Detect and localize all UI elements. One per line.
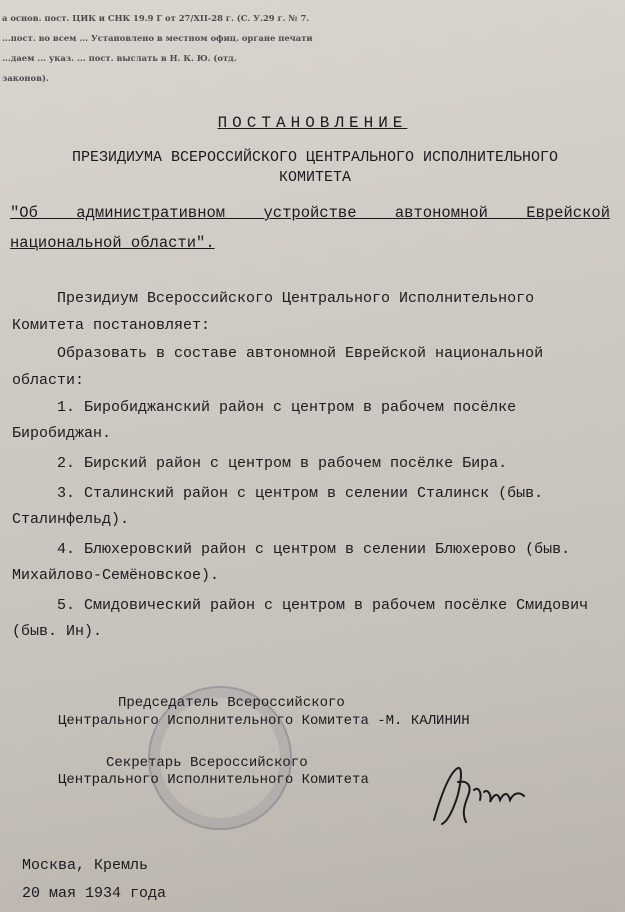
handwritten-signature	[428, 762, 538, 832]
header-note-line: ...даем ... указ. ... пост. выслать в Н. К. Ю. (отд.	[2, 53, 237, 63]
resolution-paragraph: Образовать в составе автономной Еврейской национальной области:	[12, 345, 544, 389]
district-list	[12, 395, 608, 649]
list-item: 2. Бирский район с центром в рабочем посёлке Бира.	[57, 455, 508, 472]
issuing-body-line: КОМИТЕТА	[278, 169, 351, 186]
list-item: 3. Сталинский район с центром в селении Сталинск (быв. Сталинфельд).	[12, 485, 544, 528]
decree-subject: "Об административном устройстве автономной Еврейской национальной области".	[10, 204, 610, 252]
list-item: 1. Биробиджанский район с центром в рабочем посёлке Биробиджан.	[12, 399, 517, 442]
issuing-body	[30, 148, 600, 188]
place: Москва, Кремль	[22, 857, 149, 874]
chairman-signature-line: Центрального Исполнительного Комитета -М. КАЛИНИН	[58, 713, 470, 729]
preamble-paragraph: Президиум Всероссийского Центрального Исполнительного Комитета постановляет:	[12, 290, 535, 334]
chairman-title: Председатель Всероссийского	[118, 695, 345, 711]
header-note-line: ...пост. во всем ... Установлено в местном офиц. органе печати	[2, 33, 313, 43]
secretary-title: Секретарь Всероссийского	[106, 755, 308, 771]
list-item: 4. Блюхеровский район с центром в селении Блюхерово (быв. Михайлово-Семёновское).	[12, 541, 571, 584]
place-and-date	[22, 852, 166, 908]
header-note-line: а основ. пост. ЦИК и СНК 19.9 Г от 27/XII-28 г. (С. У.29 г. № 7.	[2, 13, 310, 23]
secretary-signature-line: Центрального Исполнительного Комитета	[58, 772, 369, 788]
issuing-body-line: ПРЕЗИДИУМА ВСЕРОССИЙСКОГО ЦЕНТРАЛЬНОГО ИСПОЛНИТЕЛЬНОГО	[71, 149, 559, 166]
list-item: 5. Смидовический район с центром в рабочем посёлке Смидович (быв. Ин).	[12, 597, 589, 640]
date: 20 мая 1934 года	[22, 885, 167, 902]
document-title: ПОСТАНОВЛЕНИЕ	[217, 114, 408, 132]
header-note	[2, 8, 452, 88]
header-note-line: законов).	[2, 73, 49, 83]
